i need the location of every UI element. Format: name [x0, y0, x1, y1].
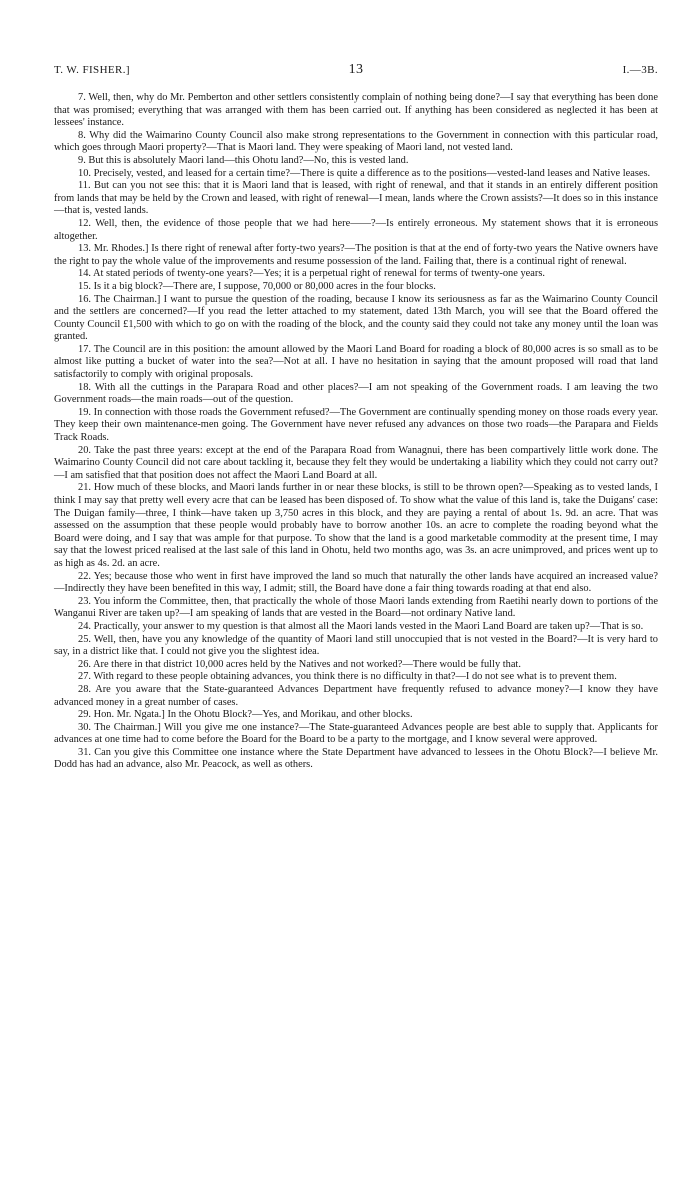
paragraph: 16. The Chairman.] I want to pursue the question of the roading, because I know its seriousness as far as the Waimarino County Council and the settlers are concerned?—If you read the letter attached to my statement, dated 13th March, you will see that the Board offered the County Council £1,500 with which to go on with the roading of the block, and the county said they could not take any money until the loan was granted. — [54, 293, 658, 343]
header-paper-reference: I.—3B. — [622, 64, 658, 76]
paragraph: 24. Practically, your answer to my question is that almost all the Maori lands vested in the Maori Land Board are taken up?—That is so. — [78, 620, 644, 632]
paragraph: 26. Are there in that district 10,000 acres held by the Natives and not worked?—There would be fully that. — [78, 658, 521, 670]
paragraph: 23. You inform the Committee, then, that practically the whole of those Maori lands extending from Raetihi nearly down to portions of the Wanganui River are taken up?—I am speaking of lands that are vested in the Board—not ordinary Native land. — [54, 595, 658, 620]
document-body — [54, 92, 658, 772]
page-number: 13 — [348, 62, 364, 77]
paragraph: 7. Well, then, why do Mr. Pemberton and other settlers consistently complain of nothing being done?—I say that everything has been done that was promised; everything that was arranged with them has been carried out. If anything has been considered as neglected it has been at lessees' instance. — [54, 92, 658, 129]
paragraph: 19. In connection with those roads the Government refused?—The Government are continually spending money on those roads every year. They keep their own maintenance-men going. The Government have never refused any advances on those two roads—the Parapara and Fields Track Roads. — [54, 406, 658, 444]
page-header — [54, 62, 658, 78]
paragraph: 29. Hon. Mr. Ngata.] In the Ohotu Block?—Yes, and Morikau, and other blocks. — [78, 709, 413, 721]
paragraph: 10. Precisely, vested, and leased for a certain time?—There is quite a difference as to the positions—vested-land leases and Native leases. — [78, 167, 651, 179]
paragraph: 17. The Council are in this position: the amount allowed by the Maori Land Board for roading a block of 80,000 acres is so small as to be almost like putting a bucket of water into the sea?—Not at all. I have no hesitation in saying that the amount proposed will road that land satisfactorily to comply with original proposals. — [54, 343, 658, 381]
paragraph: 14. At stated periods of twenty-one years?—Yes; it is a perpetual right of renewal for terms of twenty-one years. — [78, 268, 545, 280]
paragraph: 15. Is it a big block?—There are, I suppose, 70,000 or 80,000 acres in the four blocks. — [78, 280, 436, 292]
paragraph: 22. Yes; because those who went in first have improved the land so much that naturally the other lands have acquired an increased value?—Indirectly they have been benefited in this way, I admit; still, the Board have done a fair thing towards roading at that end also. — [54, 570, 658, 595]
paragraph: 21. How much of these blocks, and Maori lands further in or near these blocks, is still to be thrown open?—Speaking as to vested lands, I think I may say that pretty well every acre that can be leased has been disposed of. To show what the value of this land is, take the Duigans' case: The Duigan family—three, I think—have taken up 3,750 acres in this block, and they are paying a rental of about 1s. 9d. an acre. That was assessed on the assumption that these people would probably have to borrow another 10s. an acre to complete the roading beyond what the Board were doing, and I say that was ample for that purpose. To show that the land is a good marketable commodity at the present time, I may say that the lowest priced realised at the last sale of this land in Ohotu, held two months ago, was 3s. an acre unimproved, and prices went up to as high as 4s. 2d. an acre. — [54, 482, 658, 569]
paragraph: 28. Are you aware that the State-guaranteed Advances Department have frequently refused to advance money?—I know they have advanced money in a great number of cases. — [54, 683, 658, 708]
paragraph: 25. Well, then, have you any knowledge of the quantity of Maori land still unoccupied that is not vested in the Board?—It is very hard to say, in a district like that. I could not give you the slightest idea. — [54, 633, 658, 658]
paragraph: 20. Take the past three years: except at the end of the Parapara Road from Wanagnui, there has been compartively little work done. The Waimarino County Council did not care about tackling it, because they felt they would be undertaking a liability which they could not carry out?—I am satisfied that that position does not affect the Maori Land Board at all. — [54, 444, 658, 481]
paragraph: 18. With all the cuttings in the Parapara Road and other places?—I am not speaking of the Government roads. I am leaving the two Government roads—the main roads—out of the question. — [54, 381, 658, 406]
paragraph: 27. With regard to these people obtaining advances, you think there is no difficulty in that?—I do not see what is to prevent them. — [78, 671, 617, 683]
paragraph: 9. But this is absolutely Maori land—this Ohotu land?—No, this is vested land. — [78, 154, 409, 166]
paragraph: 13. Mr. Rhodes.] Is there right of renewal after forty-two years?—The position is that at the end of forty-two years the Native owners have the right to pay the whole value of the improvements and resume possession of the land. Failing that, there is a continual right of renewal. — [54, 243, 658, 267]
header-witness-name: T. W. FISHER.] — [54, 64, 130, 76]
paragraph: 11. But can you not see this: that it is Maori land that is leased, with right of renewal, and that it stands in an entirely different position from lands that may be held by the Crown and leased, with right of renewal—I mean, lands where the Crown assists?—It does so in this instance—that is, vested lands. — [54, 180, 658, 217]
paragraph: 12. Well, then, the evidence of those people that we had here——?—Is entirely erroneous. My statement shows that it is erroneous altogether. — [54, 217, 658, 242]
paragraph: 8. Why did the Waimarino County Council also make strong representations to the Government in connection with this particular road, which goes through Maori property?—That is Maori land. They were speaking of Maori land, not vested land. — [54, 129, 658, 154]
paragraph: 30. The Chairman.] Will you give me one instance?—The State-guaranteed Advances people are best able to supply that. Applicants for advances at one time had to come before the Board for the Board to be a party to the mortgage, and I know several were approved. — [54, 721, 658, 746]
paragraph: 31. Can you give this Committee one instance where the State Department have advanced to lessees in the Ohotu Block?—I believe Mr. Dodd has had an advance, also Mr. Peacock, as well as others. — [54, 746, 658, 771]
